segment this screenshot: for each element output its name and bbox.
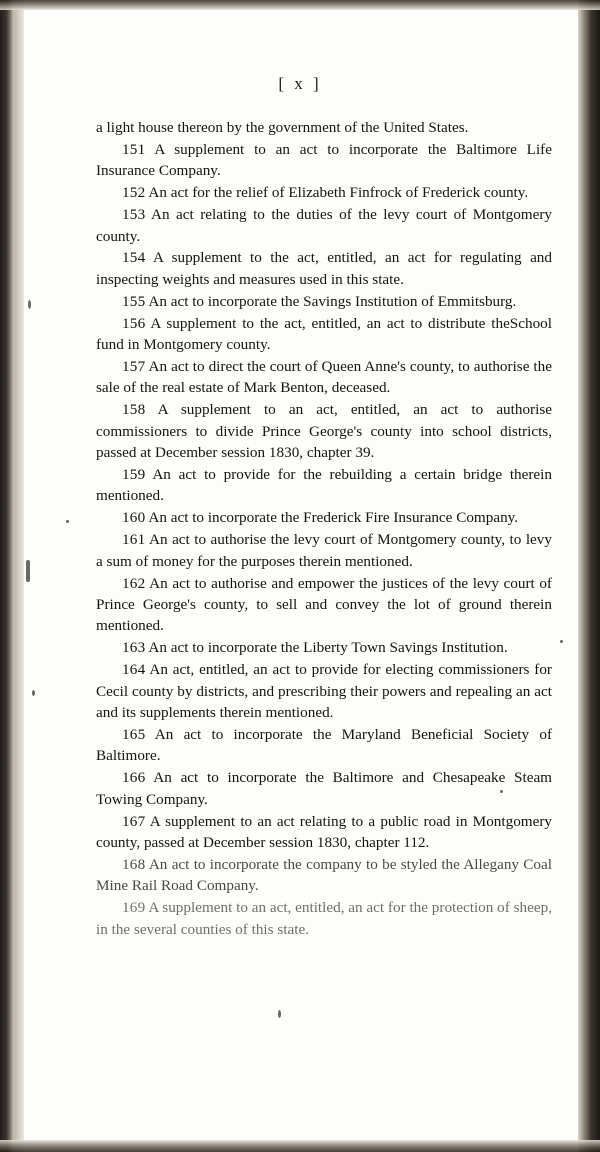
entry-number: 159 [122, 466, 146, 483]
list-item [96, 139, 552, 182]
entry-text: An act to direct the court of Queen Anne's county, to authorise the sale of the real estate of Mark Benton, deceased. [96, 357, 552, 397]
list-item [96, 897, 552, 940]
entry-number: 162 [122, 574, 146, 592]
list-item [96, 724, 552, 767]
entry-text: An act to incorporate the Frederick Fire Insurance Company. [148, 509, 519, 527]
entry-text: An act to incorporate the Savings Institution of Emmitsburg. [148, 292, 517, 310]
entry-number: 166 [122, 769, 146, 787]
entry-number: 152 [122, 184, 146, 202]
entry-text: An act to provide for the rebuilding a certain bridge therein mentioned. [96, 466, 552, 505]
entry-text: A supplement to an act relating to a public road in Montgomery county, passed at December session 1830, chapter 112. [96, 812, 552, 851]
entry-number: 167 [122, 812, 146, 830]
entry-text: An act to authorise the levy court of Montgomery county, to levy a sum of money for the purposes therein mentioned. [96, 531, 552, 570]
entry-text: An act, entitled, an act to provide for electing commissioners for Cecil county by districts, and prescribing their powers and repealing an act and its supplements therein mentioned. [96, 661, 552, 721]
entry-number: 168 [122, 855, 146, 873]
entry-text: A supplement to an act to incorporate the Baltimore Life Insurance Company. [96, 140, 552, 180]
entry-number: 157 [122, 357, 146, 375]
entry-number: 160 [122, 509, 146, 527]
list-item [96, 573, 552, 637]
entry-text: An act to incorporate the Liberty Town Savings Institution. [148, 639, 508, 657]
entry-text: A supplement to the act, entitled, an act to distribute theSchool fund in Montgomery county. [96, 314, 552, 354]
list-item [96, 356, 552, 399]
entry-number: 156 [122, 314, 146, 332]
entry-text: a light house thereon by the government of the United States. [96, 119, 469, 136]
entry-number: 153 [122, 206, 146, 224]
list-item [96, 464, 552, 507]
entry-text: An act to incorporate the company to be styled the Allegany Coal Mine Rail Road Company. [96, 855, 552, 895]
list-item [96, 529, 552, 572]
entry-text: An act for the relief of Elizabeth Finfrock of Frederick county. [148, 184, 529, 202]
list-item [96, 854, 552, 897]
entry-number: 154 [122, 249, 146, 267]
entry-number: 165 [122, 725, 146, 743]
list-item [96, 291, 552, 312]
entry-number: 169 [122, 899, 146, 917]
entry-number: 163 [122, 639, 146, 657]
entry-number: 164 [122, 661, 146, 679]
entry-text: A supplement to an act, entitled, an act to authorise commissioners to divide Prince George's county into school districts, passed at December session 1830, chapter 39. [96, 401, 552, 462]
list-item [96, 637, 552, 658]
list-item [96, 313, 552, 356]
entry-text: An act to incorporate the Baltimore and Chesapeake Steam Towing Company. [96, 769, 552, 808]
entry-text: An act to incorporate the Maryland Beneficial Society of Baltimore. [96, 725, 552, 765]
list-item [96, 811, 552, 854]
list-item [96, 247, 552, 290]
entry-text: A supplement to the act, entitled, an act for regulating and inspecting weights and measures used in this state. [96, 249, 552, 288]
list-item [96, 117, 552, 138]
list-item [96, 767, 552, 810]
entry-number: 155 [122, 292, 146, 310]
list-item [96, 659, 552, 723]
list-item [96, 204, 552, 247]
entry-text: An act relating to the duties of the levy court of Montgomery county. [96, 206, 552, 245]
entry-text: A supplement to an act, entitled, an act for the protection of sheep, in the several counties of this state. [96, 899, 552, 938]
entry-text: An act to authorise and empower the justices of the levy court of Prince George's county, to sell and convey the lot of ground therein mentioned. [96, 574, 552, 635]
entry-number: 161 [122, 531, 146, 549]
entry-number: 158 [122, 401, 146, 419]
list-item [96, 399, 552, 463]
list-item [96, 182, 552, 203]
entry-number: 151 [122, 140, 146, 158]
act-index-list [96, 117, 552, 940]
list-item [96, 507, 552, 528]
page-folio: [ x ] [278, 74, 322, 93]
